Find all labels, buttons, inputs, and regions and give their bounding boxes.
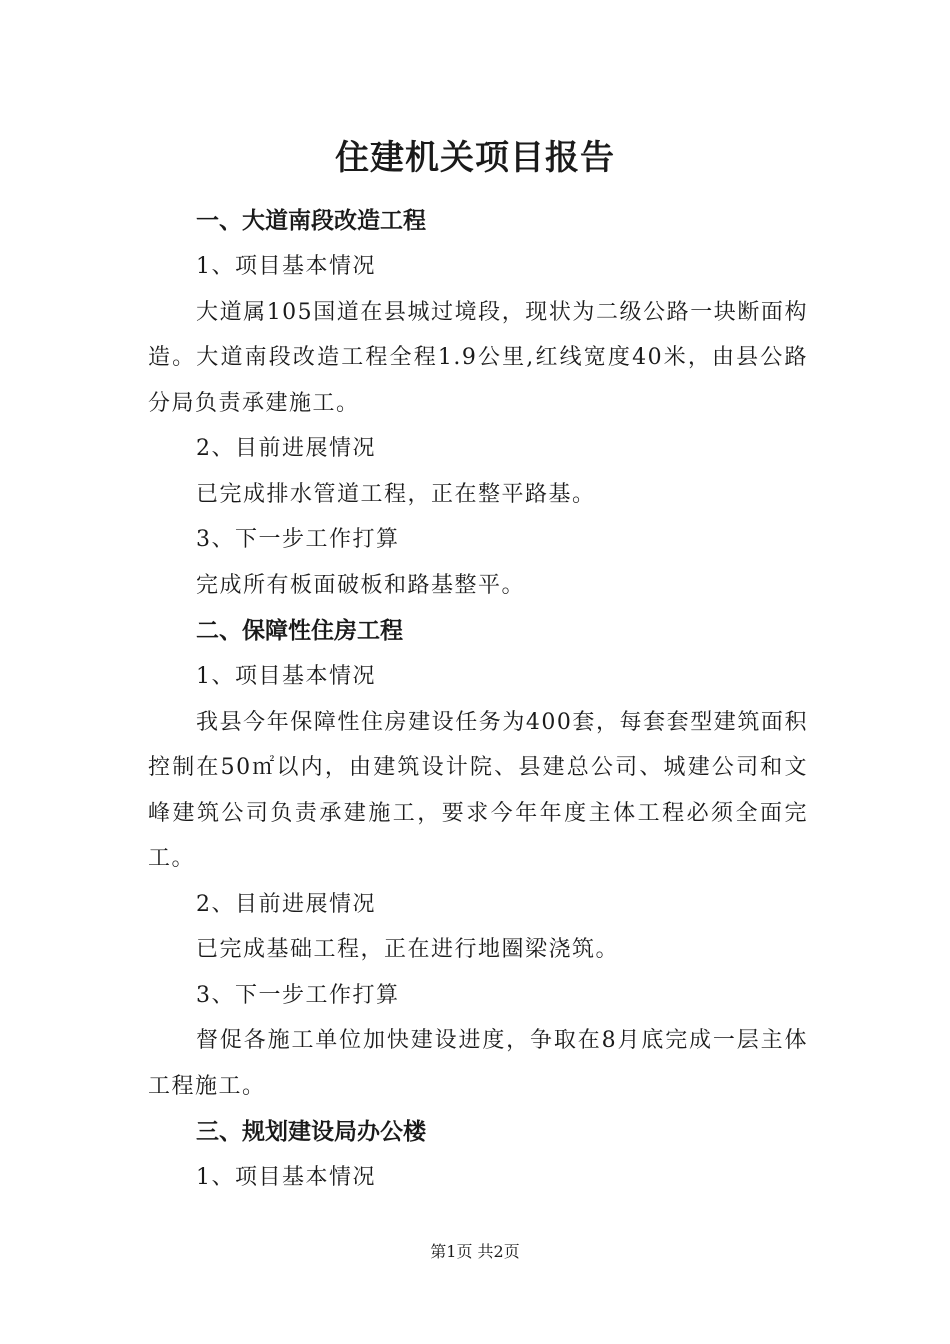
subheading-next-steps: 3、下一步工作打算 (196, 527, 400, 552)
section-heading-1: 一、大道南段改造工程 (196, 208, 426, 234)
page-footer: 第1页 共2页 (430, 1242, 520, 1261)
subheading-progress: 2、目前进展情况 (196, 436, 376, 461)
paragraph: 督促各施工单位加快建设进度，争取在8月底完成一层主体工程施工。 (148, 1028, 808, 1099)
subheading-basic-info: 1、项目基本情况 (196, 254, 376, 279)
subheading-basic-info: 1、项目基本情况 (196, 1165, 376, 1190)
document-title: 住建机关项目报告 (335, 138, 615, 178)
paragraph: 已完成排水管道工程，正在整平路基。 (196, 481, 596, 507)
paragraph: 我县今年保障性住房建设任务为400套，每套套型建筑面积控制在50㎡以内，由建筑设计院、县建总公司、城建公司和文峰建筑公司负责承建施工，要求今年年度主体工程必须全面完工。 (148, 709, 808, 871)
section-heading-2: 二、保障性住房工程 (196, 618, 403, 644)
section-heading-3: 三、规划建设局办公楼 (196, 1119, 426, 1145)
document-body (148, 198, 808, 1201)
paragraph: 已完成基础工程，正在进行地圈梁浇筑。 (196, 937, 620, 962)
paragraph: 大道属105国道在县城过境段，现状为二级公路一块断面构造。大道南段改造工程全程1.9公里,红线宽度40米，由县公路分局负责承建施工。 (148, 299, 808, 416)
subheading-progress: 2、目前进展情况 (196, 891, 376, 917)
paragraph: 完成所有板面破板和路基整平。 (196, 572, 526, 598)
subheading-basic-info: 1、项目基本情况 (196, 664, 376, 689)
subheading-next-steps: 3、下一步工作打算 (196, 982, 400, 1008)
